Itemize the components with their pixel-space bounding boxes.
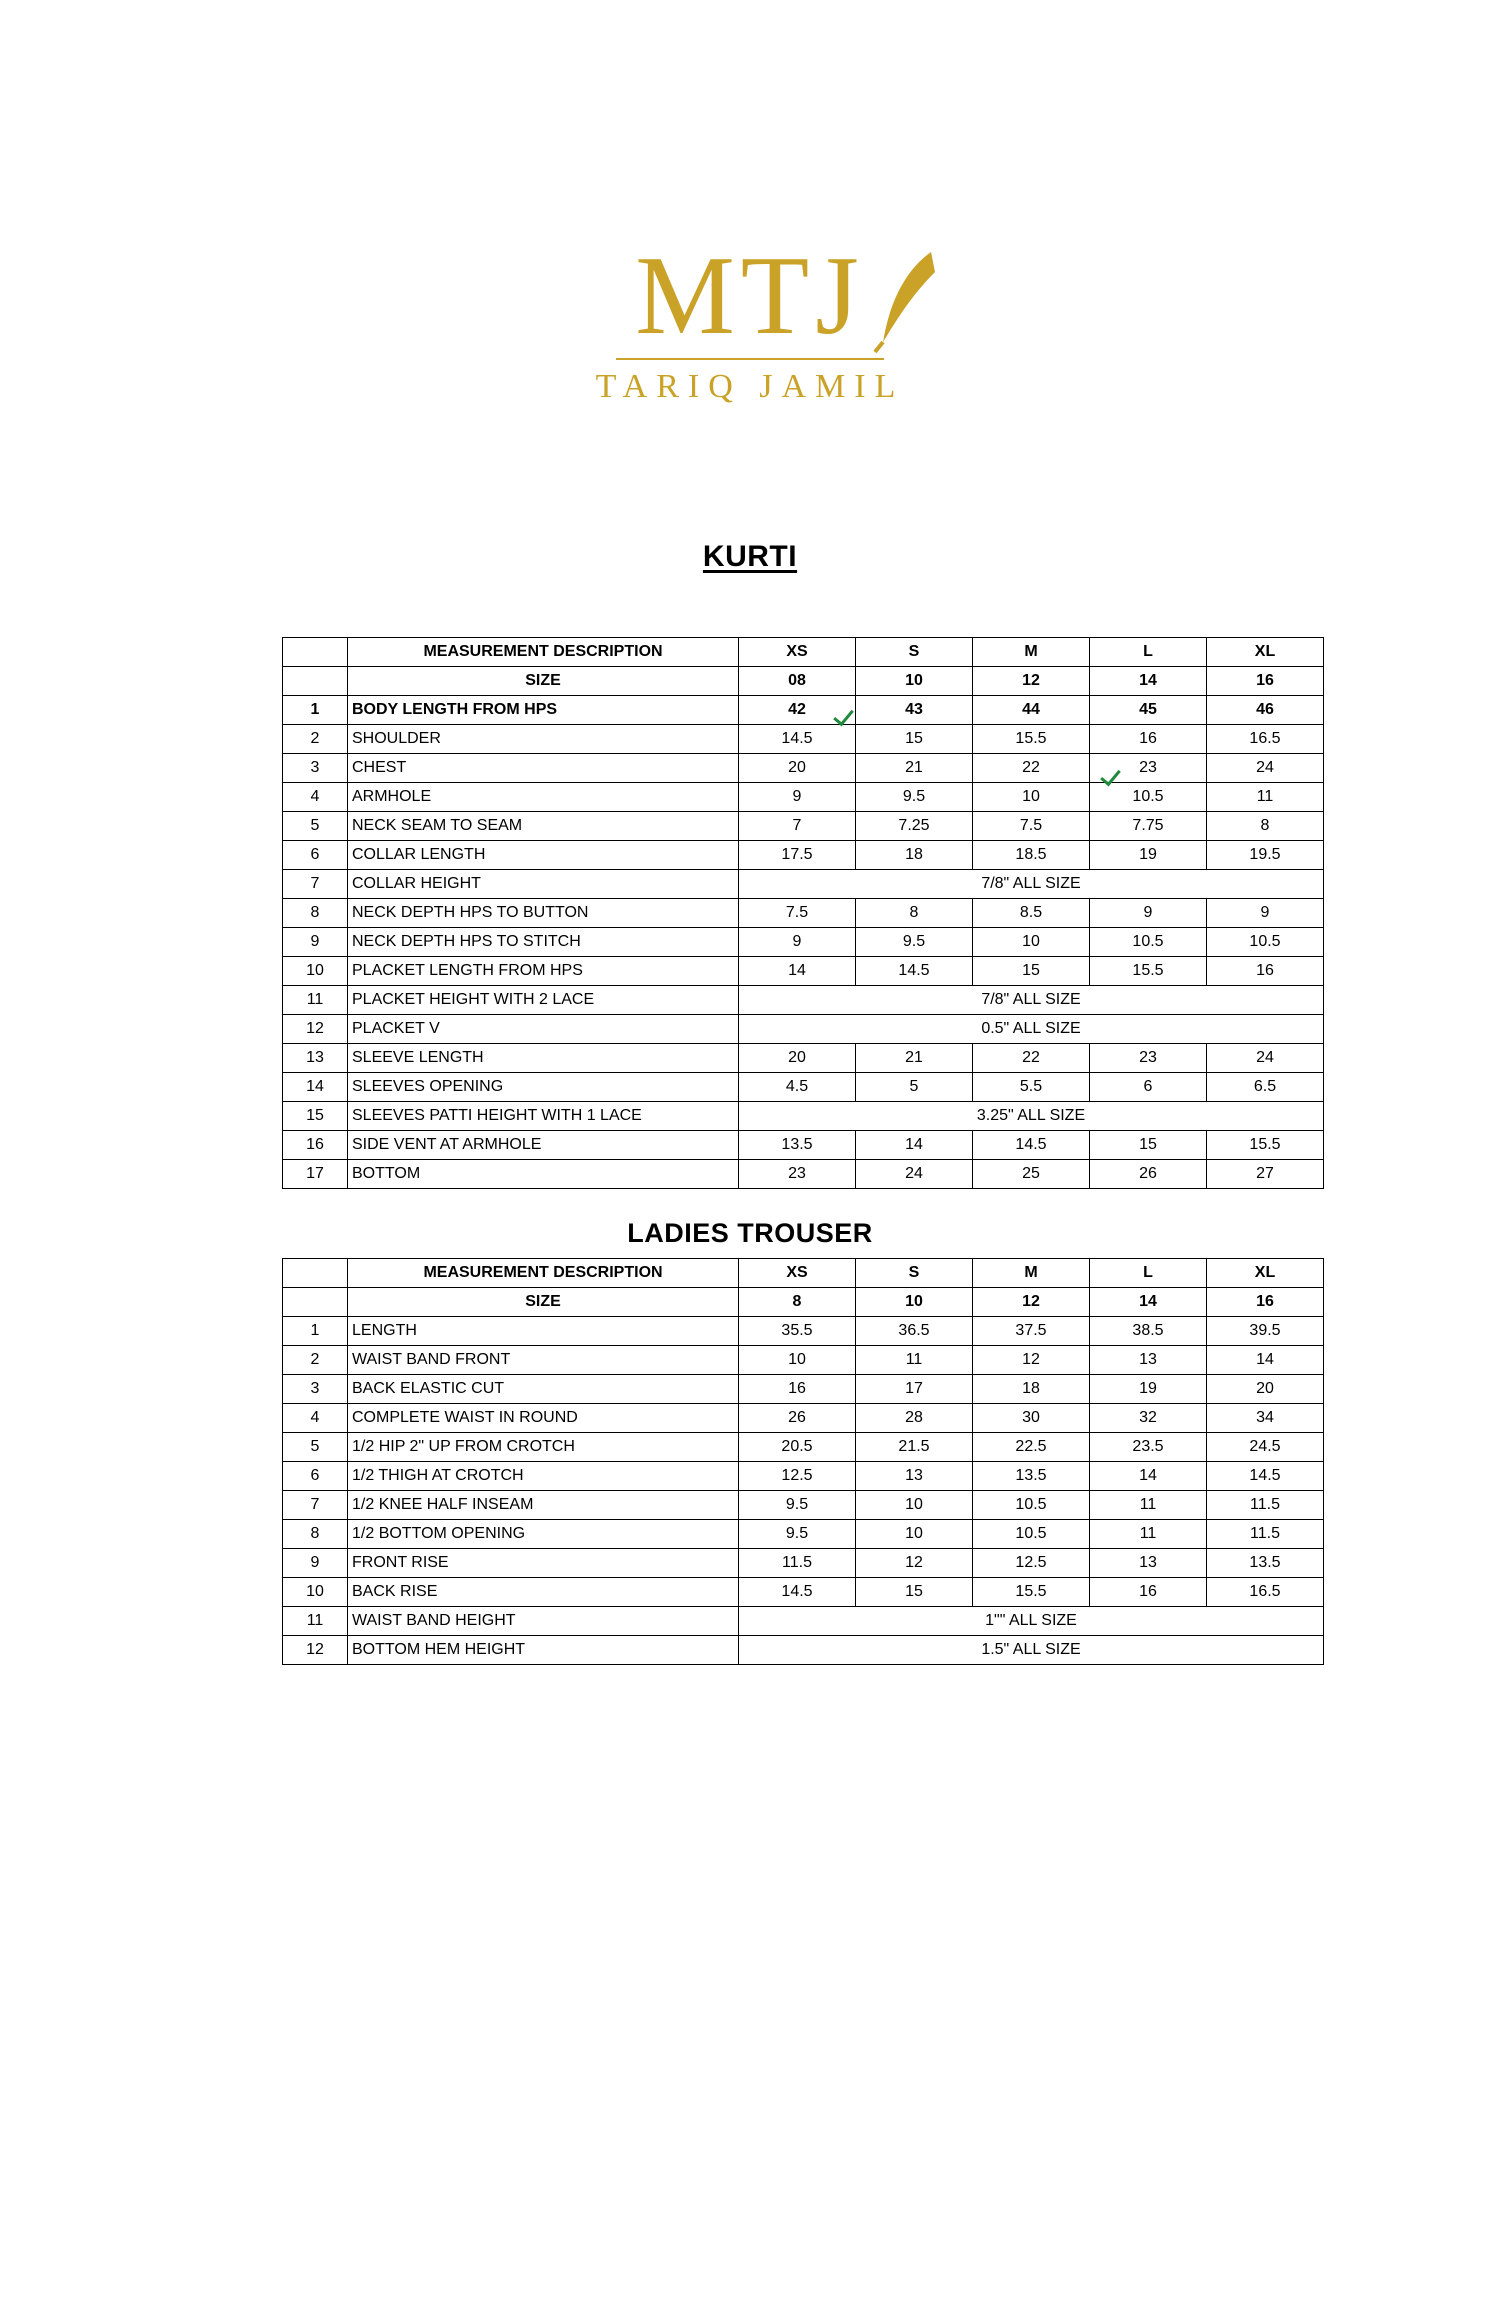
row-description-cell: BOTTOM HEM HEIGHT	[348, 1636, 739, 1665]
row-value-cell: 9.5	[739, 1520, 856, 1549]
table-row	[283, 1520, 1324, 1549]
logo-subtitle: TARIQ JAMIL	[595, 368, 905, 405]
row-description-cell: LENGTH	[348, 1317, 739, 1346]
row-index-cell: 10	[283, 1578, 348, 1607]
row-value-cell: 14	[1090, 1462, 1207, 1491]
row-index-cell: 11	[283, 1607, 348, 1636]
row-description-cell: 1/2 KNEE HALF INSEAM	[348, 1491, 739, 1520]
row-value-cell: 16	[1090, 725, 1207, 754]
row-description-cell: BOTTOM	[348, 1160, 739, 1189]
row-value-cell: 20	[739, 754, 856, 783]
table-row	[283, 1491, 1324, 1520]
row-value-cell: 39.5	[1207, 1317, 1324, 1346]
row-index-cell: 12	[283, 1015, 348, 1044]
row-value-cell: 11	[1090, 1491, 1207, 1520]
row-value-cell: 11	[856, 1346, 973, 1375]
row-value-cell: 16	[1090, 1578, 1207, 1607]
header-cell-size: M	[973, 638, 1090, 667]
row-value-cell: 8	[856, 899, 973, 928]
row-index-cell: 17	[283, 1160, 348, 1189]
kurti-measurement-table	[282, 637, 1324, 1189]
row-value-cell: 24	[856, 1160, 973, 1189]
row-index-cell: 2	[283, 1346, 348, 1375]
row-value-cell: 18.5	[973, 841, 1090, 870]
table-row	[283, 1433, 1324, 1462]
row-value-cell: 14	[1207, 1346, 1324, 1375]
header-cell-size: M	[973, 1259, 1090, 1288]
row-value-cell: 11.5	[1207, 1520, 1324, 1549]
row-value-cell: 10	[856, 1491, 973, 1520]
row-value-cell: 7.5	[739, 899, 856, 928]
row-value-cell: 30	[973, 1404, 1090, 1433]
logo-divider	[616, 358, 884, 360]
row-description-cell: COLLAR LENGTH	[348, 841, 739, 870]
row-value-cell: 28	[856, 1404, 973, 1433]
row-value-cell: 15	[856, 725, 973, 754]
row-value-cell: 38.5	[1090, 1317, 1207, 1346]
table-row	[283, 696, 1324, 725]
row-index-cell: 7	[283, 870, 348, 899]
row-description-cell: WAIST BAND HEIGHT	[348, 1607, 739, 1636]
row-index-cell: 8	[283, 1520, 348, 1549]
table-row	[283, 1462, 1324, 1491]
row-value-cell: 14	[856, 1131, 973, 1160]
row-value-cell: 24.5	[1207, 1433, 1324, 1462]
row-value-cell: 19	[1090, 841, 1207, 870]
row-value-cell: 25	[973, 1160, 1090, 1189]
row-description-cell: NECK DEPTH HPS TO STITCH	[348, 928, 739, 957]
table-row	[283, 725, 1324, 754]
table-row	[283, 870, 1324, 899]
row-value-cell: 13.5	[973, 1462, 1090, 1491]
table-header-row	[283, 638, 1324, 667]
row-value-cell: 13	[1090, 1549, 1207, 1578]
row-value-cell: 13	[1090, 1346, 1207, 1375]
row-description-cell: FRONT RISE	[348, 1549, 739, 1578]
row-value-cell: 21.5	[856, 1433, 973, 1462]
row-value-cell: 44	[973, 696, 1090, 725]
logo-brand-text: MTJ	[635, 234, 865, 358]
size-row-label: SIZE	[348, 667, 739, 696]
row-value-cell: 14.5	[739, 1578, 856, 1607]
row-value-cell: 5.5	[973, 1073, 1090, 1102]
row-index-cell: 4	[283, 1404, 348, 1433]
header-cell-index	[283, 1259, 348, 1288]
row-description-cell: 1/2 HIP 2" UP FROM CROTCH	[348, 1433, 739, 1462]
row-value-cell: 36.5	[856, 1317, 973, 1346]
table-row	[283, 754, 1324, 783]
row-index-cell: 8	[283, 899, 348, 928]
row-index-cell: 5	[283, 812, 348, 841]
row-value-cell: 16	[739, 1375, 856, 1404]
row-description-cell: BACK ELASTIC CUT	[348, 1375, 739, 1404]
row-merged-value-cell: 1.5" ALL SIZE	[739, 1636, 1324, 1665]
row-value-cell: 10	[973, 928, 1090, 957]
row-description-cell: SLEEVES PATTI HEIGHT WITH 1 LACE	[348, 1102, 739, 1131]
row-index-cell: 6	[283, 1462, 348, 1491]
row-value-cell: 14	[739, 957, 856, 986]
table-row	[283, 1160, 1324, 1189]
row-index-cell: 1	[283, 696, 348, 725]
row-value-cell: 23	[1090, 754, 1207, 783]
table-row	[283, 1073, 1324, 1102]
row-value-cell: 10.5	[1207, 928, 1324, 957]
row-description-cell: COMPLETE WAIST IN ROUND	[348, 1404, 739, 1433]
table-header-row	[283, 1259, 1324, 1288]
table-row	[283, 1102, 1324, 1131]
row-index-cell: 6	[283, 841, 348, 870]
size-row-value: 16	[1207, 667, 1324, 696]
table-row	[283, 1549, 1324, 1578]
table-row	[283, 841, 1324, 870]
header-cell-description: MEASUREMENT DESCRIPTION	[348, 638, 739, 667]
row-description-cell: CHEST	[348, 754, 739, 783]
row-description-cell: ARMHOLE	[348, 783, 739, 812]
row-index-cell: 7	[283, 1491, 348, 1520]
row-value-cell: 10	[739, 1346, 856, 1375]
row-description-cell: WAIST BAND FRONT	[348, 1346, 739, 1375]
row-value-cell: 16	[1207, 957, 1324, 986]
row-value-cell: 11	[1090, 1520, 1207, 1549]
quill-icon	[873, 246, 943, 356]
row-value-cell: 23.5	[1090, 1433, 1207, 1462]
row-value-cell: 37.5	[973, 1317, 1090, 1346]
row-value-cell: 5	[856, 1073, 973, 1102]
header-cell-size: S	[856, 638, 973, 667]
row-value-cell: 7.25	[856, 812, 973, 841]
row-value-cell: 7	[739, 812, 856, 841]
row-merged-value-cell: 0.5" ALL SIZE	[739, 1015, 1324, 1044]
row-value-cell: 23	[1090, 1044, 1207, 1073]
row-value-cell: 34	[1207, 1404, 1324, 1433]
table-row	[283, 1404, 1324, 1433]
row-value-cell: 24	[1207, 1044, 1324, 1073]
row-value-cell: 21	[856, 754, 973, 783]
row-value-cell: 22	[973, 754, 1090, 783]
kurti-table-body	[283, 638, 1324, 1189]
row-description-cell: PLACKET V	[348, 1015, 739, 1044]
row-value-cell: 9.5	[856, 928, 973, 957]
row-value-cell: 26	[1090, 1160, 1207, 1189]
row-description-cell: SLEEVE LENGTH	[348, 1044, 739, 1073]
row-description-cell: NECK SEAM TO SEAM	[348, 812, 739, 841]
row-index-cell: 3	[283, 1375, 348, 1404]
row-merged-value-cell: 7/8" ALL SIZE	[739, 986, 1324, 1015]
table-size-row	[283, 1288, 1324, 1317]
row-index-cell: 12	[283, 1636, 348, 1665]
row-value-cell: 23	[739, 1160, 856, 1189]
table-row	[283, 1578, 1324, 1607]
row-value-cell: 13.5	[739, 1131, 856, 1160]
row-value-cell: 17.5	[739, 841, 856, 870]
header-cell-size: XS	[739, 638, 856, 667]
row-description-cell: 1/2 BOTTOM OPENING	[348, 1520, 739, 1549]
row-description-cell: PLACKET HEIGHT WITH 2 LACE	[348, 986, 739, 1015]
row-value-cell: 13	[856, 1462, 973, 1491]
row-value-cell: 9	[739, 783, 856, 812]
trouser-measurement-table	[282, 1258, 1324, 1665]
row-value-cell: 22	[973, 1044, 1090, 1073]
trouser-table-body	[283, 1259, 1324, 1665]
row-value-cell: 27	[1207, 1160, 1324, 1189]
table-row	[283, 899, 1324, 928]
row-value-cell: 9	[739, 928, 856, 957]
row-value-cell: 15.5	[1090, 957, 1207, 986]
row-value-cell: 12	[856, 1549, 973, 1578]
row-value-cell: 10	[973, 783, 1090, 812]
brand-logo	[0, 234, 1500, 406]
header-cell-size: XL	[1207, 638, 1324, 667]
row-value-cell: 19	[1090, 1375, 1207, 1404]
row-value-cell: 11.5	[739, 1549, 856, 1578]
header-cell-size: XS	[739, 1259, 856, 1288]
row-index-cell: 13	[283, 1044, 348, 1073]
row-merged-value-cell: 7/8" ALL SIZE	[739, 870, 1324, 899]
row-value-cell: 22.5	[973, 1433, 1090, 1462]
row-value-cell: 9.5	[739, 1491, 856, 1520]
row-value-cell: 15	[1090, 1131, 1207, 1160]
row-description-cell: PLACKET LENGTH FROM HPS	[348, 957, 739, 986]
size-row-index	[283, 667, 348, 696]
header-cell-index	[283, 638, 348, 667]
row-value-cell: 19.5	[1207, 841, 1324, 870]
row-value-cell: 46	[1207, 696, 1324, 725]
row-value-cell: 20.5	[739, 1433, 856, 1462]
row-value-cell: 45	[1090, 696, 1207, 725]
table-row	[283, 1015, 1324, 1044]
row-value-cell: 12.5	[739, 1462, 856, 1491]
row-description-cell: SHOULDER	[348, 725, 739, 754]
row-value-cell: 14.5	[1207, 1462, 1324, 1491]
size-row-value: 14	[1090, 667, 1207, 696]
row-index-cell: 11	[283, 986, 348, 1015]
row-value-cell: 15.5	[973, 1578, 1090, 1607]
row-value-cell: 10	[856, 1520, 973, 1549]
row-value-cell: 6.5	[1207, 1073, 1324, 1102]
size-row-value: 12	[973, 1288, 1090, 1317]
row-value-cell: 17	[856, 1375, 973, 1404]
row-value-cell: 11	[1207, 783, 1324, 812]
table-row	[283, 1636, 1324, 1665]
row-description-cell: BACK RISE	[348, 1578, 739, 1607]
header-cell-size: L	[1090, 1259, 1207, 1288]
row-value-cell: 14.5	[973, 1131, 1090, 1160]
table-size-row	[283, 667, 1324, 696]
size-row-value: 10	[856, 1288, 973, 1317]
table-row	[283, 783, 1324, 812]
row-index-cell: 16	[283, 1131, 348, 1160]
row-value-cell: 15.5	[973, 725, 1090, 754]
row-value-cell: 43	[856, 696, 973, 725]
table-row	[283, 957, 1324, 986]
row-value-cell: 4.5	[739, 1073, 856, 1102]
row-value-cell: 26	[739, 1404, 856, 1433]
row-merged-value-cell: 3.25" ALL SIZE	[739, 1102, 1324, 1131]
size-row-value: 8	[739, 1288, 856, 1317]
row-value-cell: 15	[856, 1578, 973, 1607]
row-value-cell: 10.5	[973, 1491, 1090, 1520]
row-description-cell: 1/2 THIGH AT CROTCH	[348, 1462, 739, 1491]
table-row	[283, 928, 1324, 957]
size-row-value: 12	[973, 667, 1090, 696]
row-description-cell: BODY LENGTH FROM HPS	[348, 696, 739, 725]
row-value-cell: 9	[1207, 899, 1324, 928]
header-cell-description: MEASUREMENT DESCRIPTION	[348, 1259, 739, 1288]
row-index-cell: 1	[283, 1317, 348, 1346]
row-index-cell: 3	[283, 754, 348, 783]
row-value-cell: 32	[1090, 1404, 1207, 1433]
size-row-index	[283, 1288, 348, 1317]
row-value-cell: 12.5	[973, 1549, 1090, 1578]
row-index-cell: 2	[283, 725, 348, 754]
row-value-cell: 35.5	[739, 1317, 856, 1346]
row-value-cell: 10.5	[1090, 928, 1207, 957]
row-merged-value-cell: 1"" ALL SIZE	[739, 1607, 1324, 1636]
header-cell-size: S	[856, 1259, 973, 1288]
row-value-cell: 16.5	[1207, 1578, 1324, 1607]
size-row-value: 08	[739, 667, 856, 696]
row-value-cell: 14.5	[739, 725, 856, 754]
row-value-cell: 20	[739, 1044, 856, 1073]
row-value-cell: 24	[1207, 754, 1324, 783]
row-index-cell: 9	[283, 1549, 348, 1578]
row-value-cell: 14.5	[856, 957, 973, 986]
row-description-cell: COLLAR HEIGHT	[348, 870, 739, 899]
row-value-cell: 12	[973, 1346, 1090, 1375]
row-value-cell: 15.5	[1207, 1131, 1324, 1160]
row-value-cell: 7.5	[973, 812, 1090, 841]
row-index-cell: 4	[283, 783, 348, 812]
row-description-cell: SIDE VENT AT ARMHOLE	[348, 1131, 739, 1160]
table-row	[283, 1375, 1324, 1404]
row-value-cell: 8	[1207, 812, 1324, 841]
row-value-cell: 11.5	[1207, 1491, 1324, 1520]
row-index-cell: 14	[283, 1073, 348, 1102]
size-row-value: 14	[1090, 1288, 1207, 1317]
row-value-cell: 16.5	[1207, 725, 1324, 754]
table-row	[283, 1607, 1324, 1636]
size-row-value: 10	[856, 667, 973, 696]
size-row-value: 16	[1207, 1288, 1324, 1317]
row-value-cell: 13.5	[1207, 1549, 1324, 1578]
row-value-cell: 15	[973, 957, 1090, 986]
row-index-cell: 5	[283, 1433, 348, 1462]
header-cell-size: XL	[1207, 1259, 1324, 1288]
row-value-cell: 42	[739, 696, 856, 725]
row-value-cell: 8.5	[973, 899, 1090, 928]
row-value-cell: 9.5	[856, 783, 973, 812]
table-row	[283, 812, 1324, 841]
row-description-cell: NECK DEPTH HPS TO BUTTON	[348, 899, 739, 928]
table-row	[283, 1044, 1324, 1073]
trouser-section-title: LADIES TROUSER	[627, 1218, 873, 1248]
table-row	[283, 1317, 1324, 1346]
row-description-cell: SLEEVES OPENING	[348, 1073, 739, 1102]
row-index-cell: 15	[283, 1102, 348, 1131]
row-value-cell: 7.75	[1090, 812, 1207, 841]
row-value-cell: 21	[856, 1044, 973, 1073]
row-value-cell: 10.5	[973, 1520, 1090, 1549]
row-value-cell: 18	[973, 1375, 1090, 1404]
table-row	[283, 1131, 1324, 1160]
header-cell-size: L	[1090, 638, 1207, 667]
row-value-cell: 18	[856, 841, 973, 870]
row-index-cell: 9	[283, 928, 348, 957]
row-value-cell: 20	[1207, 1375, 1324, 1404]
table-row	[283, 1346, 1324, 1375]
row-value-cell: 9	[1090, 899, 1207, 928]
row-index-cell: 10	[283, 957, 348, 986]
row-value-cell: 6	[1090, 1073, 1207, 1102]
logo-mark	[635, 234, 865, 358]
kurti-section-title	[0, 540, 1500, 574]
kurti-title-text: KURTI	[702, 540, 798, 573]
table-row	[283, 986, 1324, 1015]
row-value-cell: 10.5	[1090, 783, 1207, 812]
size-row-label: SIZE	[348, 1288, 739, 1317]
